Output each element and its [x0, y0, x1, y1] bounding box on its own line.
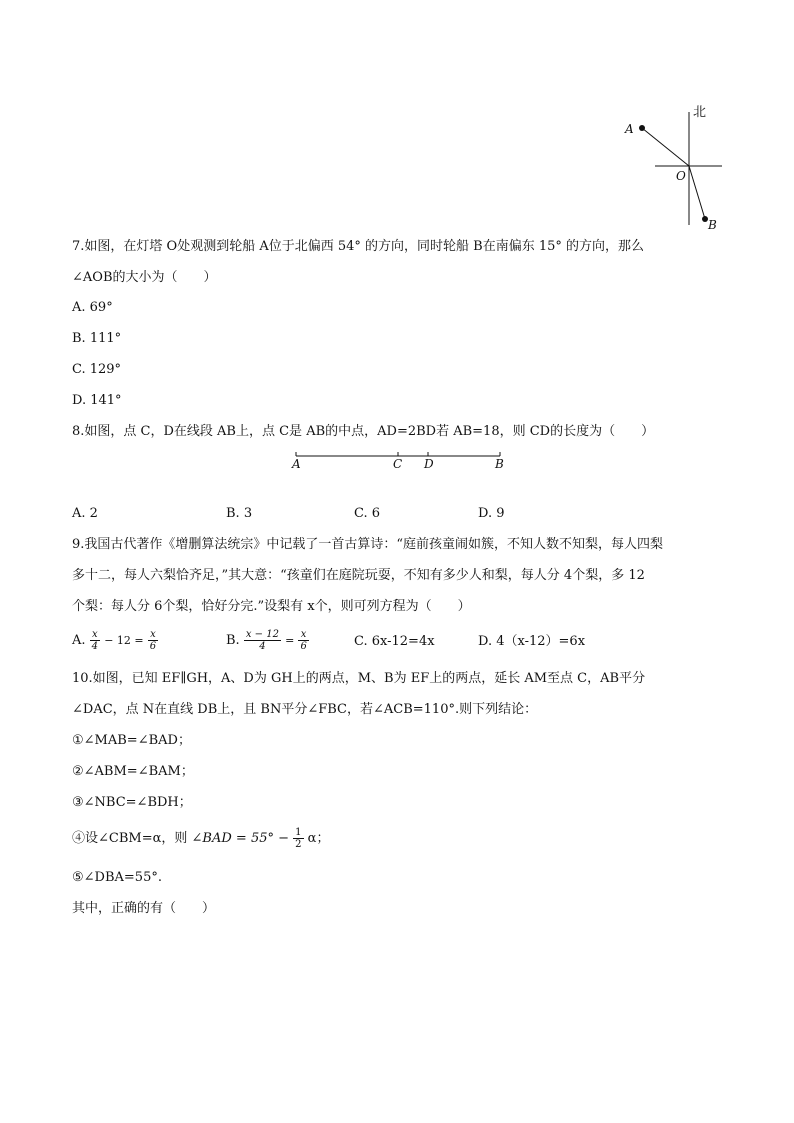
q9-option-b-prefix: B.: [226, 633, 240, 648]
point-b-label: B: [708, 218, 717, 232]
q9-option-b: [226, 629, 309, 653]
frac-denominator: 2: [295, 839, 302, 850]
frac-numerator: x: [148, 629, 158, 641]
q10-statement-5: ⑤∠DBA=55°.: [72, 870, 162, 885]
q8-option-b: B. 3: [226, 506, 253, 521]
q9-option-a-frac2: [148, 629, 158, 652]
q10-statement-4-frac: [293, 827, 303, 850]
q10-statement-2: ②∠ABM=∠BAM；: [72, 764, 194, 779]
q7-option-a: A. 69°: [72, 300, 113, 315]
q9-stem-line2: 多十二，每人六梨恰齐足，”其大意：“孩童们在庭院玩耍，不知有多少人和梨，每人分 4个梨，多 12: [72, 568, 645, 583]
frac-numerator: 1: [295, 827, 302, 838]
point-o-label: O: [676, 169, 686, 183]
q9-option-b-frac2: [298, 629, 308, 652]
seg-label-d: D: [424, 457, 434, 471]
q9-option-b-frac1: [244, 629, 281, 652]
q8-option-a: A. 2: [72, 506, 98, 521]
frac-denominator: 6: [149, 641, 157, 652]
q7-stem-line1: 7.如图，在灯塔 O处观测到轮船 A位于北偏西 54° 的方向，同时轮船 B在南偏东 15° 的方向，那么: [72, 239, 645, 254]
frac-denominator: 6: [300, 641, 307, 652]
q8-option-d: D. 9: [478, 506, 505, 521]
q9-option-b-mid: =: [285, 634, 295, 647]
q9-option-c: C. 6x-12=4x: [354, 634, 435, 649]
frac-numerator: x: [90, 629, 100, 641]
q7-option-c: C. 129°: [72, 362, 122, 377]
q9-option-a-mid: − 12 =: [104, 634, 144, 647]
q9-option-a: [72, 629, 158, 653]
point-a-dot: [639, 125, 645, 131]
q9-option-d: D. 4（x-12）=6x: [478, 634, 586, 649]
frac-numerator: x: [298, 629, 308, 641]
seg-label-c: C: [393, 457, 403, 471]
q9-stem-line1: 9.我国古代著作《增删算法统宗》中记载了一首古算诗：“庭前孩童闹如簇，不知人数不知梨，每人四梨: [72, 537, 664, 552]
q8-stem: 8.如图，点 C，D在线段 AB上，点 C是 AB的中点，AD=2BD若 AB=18，则 CD的长度为（ ）: [72, 424, 655, 439]
seg-label-b: B: [495, 457, 504, 471]
q10-statement-4-suffix: α；: [307, 831, 330, 846]
north-label: 北: [693, 105, 707, 120]
q10-statement-4: [72, 825, 329, 853]
q10-stem-line1: 10.如图，已知 EF∥GH，A、D为 GH上的两点，M、B为 EF上的两点，延长 AM至点 C，AB平分: [72, 671, 646, 686]
frac-denominator: 4: [259, 641, 266, 652]
ray-ob: [689, 166, 705, 219]
q10-statement-4-expr: ∠BAD = 55° −: [191, 831, 290, 846]
q9-stem-line3: 个梨：每人分 6个梨，恰好分完.”设梨有 x个，则可列方程为（ ）: [72, 599, 471, 614]
q10-stem-line2: ∠DAC，点 N在直线 DB上，且 BN平分∠FBC，若∠ACB=110°.则下列结论：: [72, 702, 538, 717]
q9-option-a-frac1: [90, 629, 100, 652]
point-a-label: A: [625, 122, 634, 136]
q10-question: 其中，正确的有（ ）: [72, 901, 216, 916]
q8-option-c: C. 6: [354, 506, 381, 521]
q10-statement-3: ③∠NBC=∠BDH；: [72, 795, 192, 810]
ray-oa: [642, 128, 689, 166]
q7-option-b: B. 111°: [72, 331, 122, 346]
q10-statement-4-prefix: ④设∠CBM=α，则: [72, 831, 188, 846]
seg-label-a: A: [292, 457, 301, 471]
frac-denominator: 4: [91, 641, 99, 652]
frac-numerator: x − 12: [245, 629, 279, 640]
q7-stem-line2: ∠AOB的大小为（ ）: [72, 270, 217, 285]
q9-option-a-prefix: A.: [72, 633, 86, 648]
q10-statement-1: ①∠MAB=∠BAD；: [72, 733, 191, 748]
q7-option-d: D. 141°: [72, 393, 122, 408]
